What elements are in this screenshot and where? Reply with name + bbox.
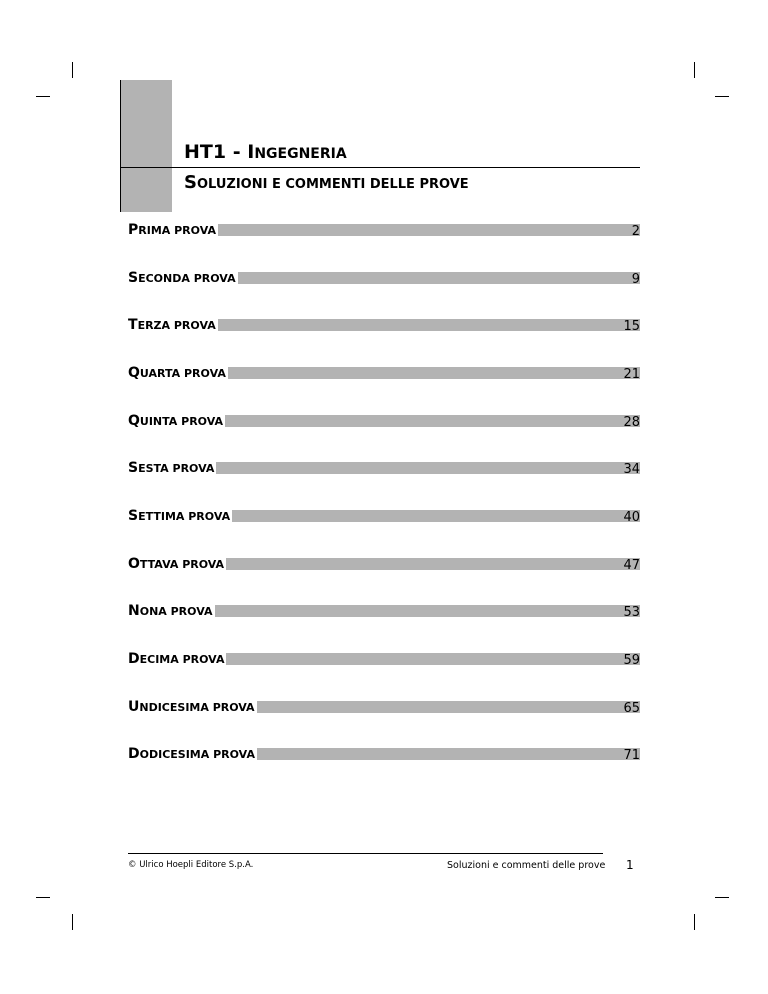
- crop-mark-bottom-left-vertical: [72, 914, 73, 930]
- toc-entry-page: 28: [623, 415, 640, 430]
- toc-entry-label: SECONDA PROVA: [128, 268, 238, 289]
- toc-entry-page: 65: [623, 701, 640, 716]
- footer-rule: [128, 853, 603, 854]
- title-first-letter: I: [247, 141, 255, 163]
- toc-entry-label: UNDICESIMA PROVA: [128, 697, 257, 718]
- toc-entry-label: DECIMA PROVA: [128, 649, 226, 670]
- toc-entry-page: 53: [623, 605, 640, 620]
- toc-entry-page: 15: [623, 319, 640, 334]
- crop-mark-bottom-left-horizontal: [36, 897, 50, 898]
- toc-entry-page: 34: [623, 462, 640, 477]
- toc-entry[interactable]: [128, 268, 640, 288]
- title-code: HT1: [184, 141, 227, 163]
- footer-publisher: © Ulrico Hoepli Editore S.p.A.: [128, 860, 254, 870]
- toc-entry-label: SESTA PROVA: [128, 458, 216, 479]
- toc-entry[interactable]: [128, 554, 640, 574]
- toc-entry-page: 47: [623, 558, 640, 573]
- toc-entry[interactable]: [128, 411, 640, 431]
- toc-entry[interactable]: [128, 315, 640, 335]
- crop-mark-top-left-horizontal: [36, 96, 50, 97]
- toc-entry[interactable]: [128, 363, 640, 383]
- header-vertical-rule: [120, 80, 121, 212]
- toc-entry-page: 21: [623, 367, 640, 382]
- toc-entry[interactable]: [128, 697, 640, 717]
- toc-entry-page: 40: [623, 510, 640, 525]
- header-gray-block: [120, 80, 172, 212]
- toc-entry-page: 9: [631, 272, 640, 287]
- toc-entry[interactable]: [128, 458, 640, 478]
- toc-entry[interactable]: [128, 506, 640, 526]
- toc-entry-page: 59: [623, 653, 640, 668]
- crop-mark-top-right-vertical: [694, 62, 695, 78]
- page-subtitle: [184, 172, 469, 196]
- crop-mark-bottom-right-vertical: [694, 914, 695, 930]
- page-title: [184, 140, 347, 166]
- toc-entry[interactable]: [128, 601, 640, 621]
- page-number: 1: [626, 858, 634, 872]
- crop-mark-top-left-vertical: [72, 62, 73, 78]
- header-horizontal-rule: [120, 167, 640, 168]
- subtitle-first-letter: S: [184, 172, 197, 193]
- toc-entry-label: QUINTA PROVA: [128, 411, 225, 432]
- crop-mark-bottom-right-horizontal: [715, 897, 729, 898]
- toc-entry-label: NONA PROVA: [128, 601, 215, 622]
- toc-entry-page: 71: [623, 748, 640, 763]
- toc-entry[interactable]: [128, 649, 640, 669]
- toc-entry-label: TERZA PROVA: [128, 315, 218, 336]
- toc-entry[interactable]: [128, 744, 640, 764]
- toc-entry-label: DODICESIMA PROVA: [128, 744, 257, 765]
- toc-entry-label: QUARTA PROVA: [128, 363, 228, 384]
- toc-entry-label: SETTIMA PROVA: [128, 506, 232, 527]
- title-separator: -: [232, 141, 241, 163]
- toc-entry[interactable]: [128, 220, 640, 240]
- crop-mark-top-right-horizontal: [715, 96, 729, 97]
- title-rest: NGEGNERIA: [254, 146, 347, 162]
- subtitle-rest: OLUZIONI E COMMENTI DELLE PROVE: [196, 177, 469, 192]
- toc-entry-label: OTTAVA PROVA: [128, 554, 226, 575]
- footer-section-title: Soluzioni e commenti delle prove: [447, 860, 606, 871]
- toc-entry-page: 2: [631, 224, 640, 239]
- toc-entry-label: PRIMA PROVA: [128, 220, 218, 241]
